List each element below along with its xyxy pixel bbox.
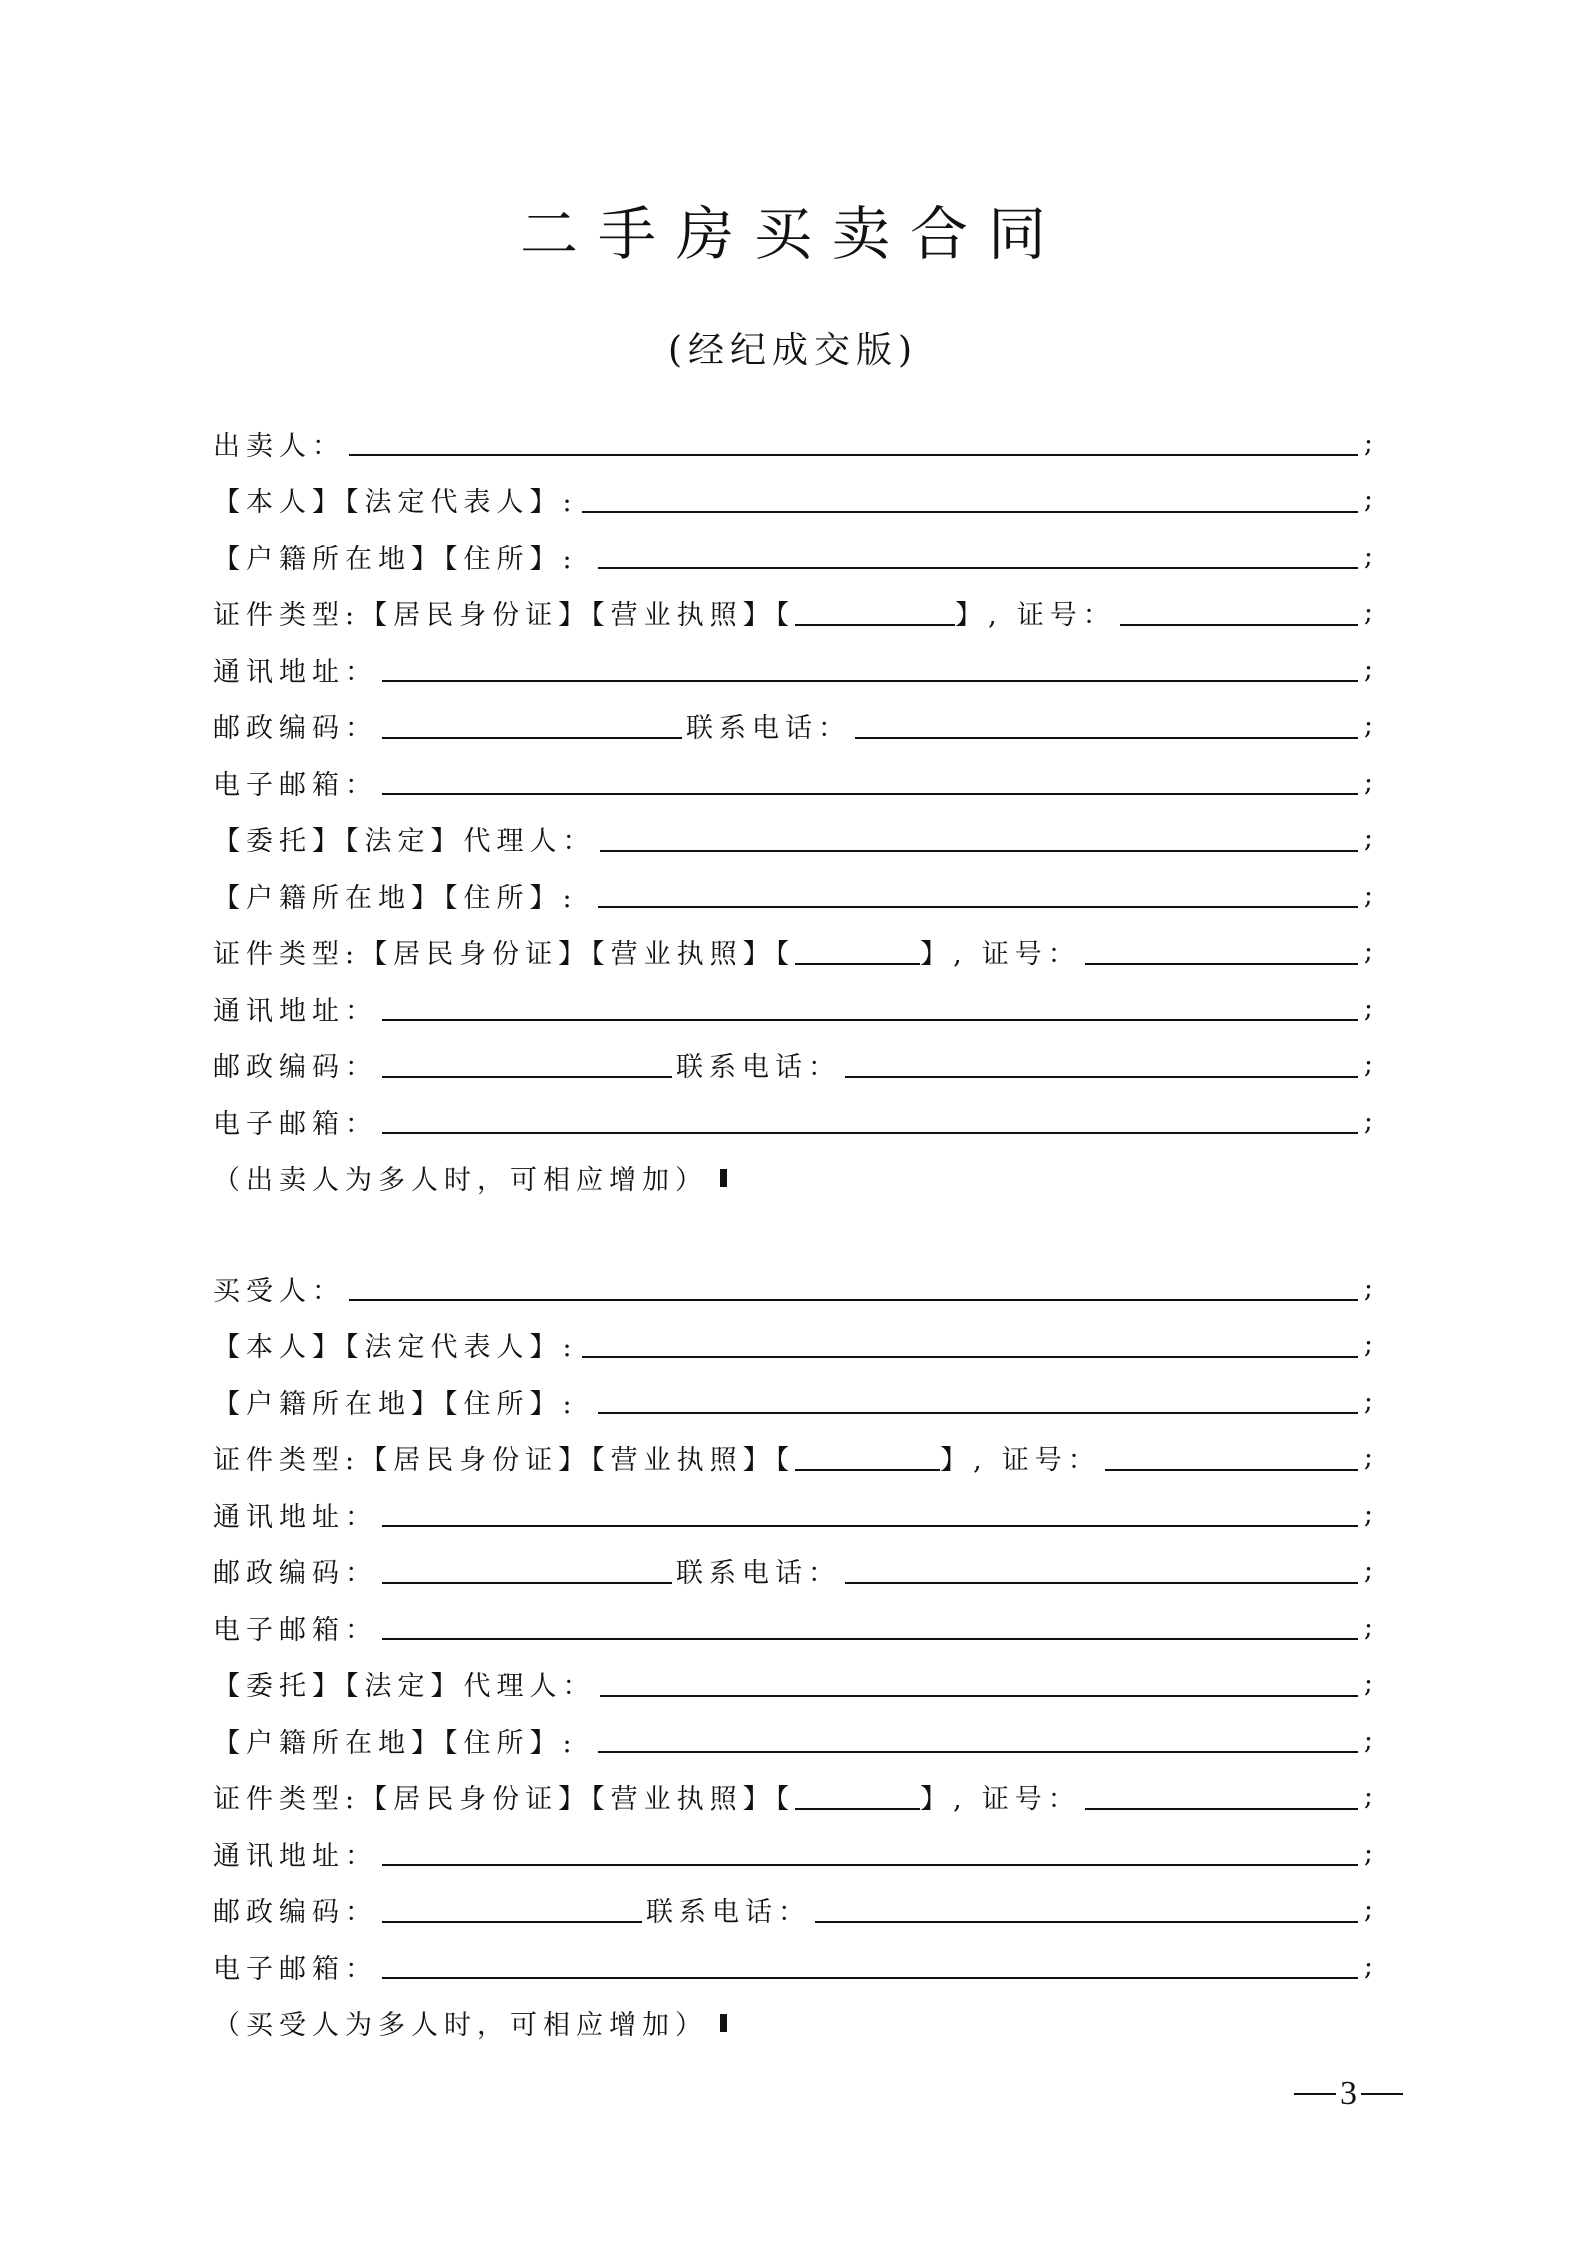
buyer-email-field[interactable] — [382, 1614, 1358, 1640]
seller-postcode-field[interactable] — [382, 713, 682, 739]
email-label: 电子邮箱： — [213, 1953, 378, 1985]
row-semicolon: ; — [1363, 992, 1373, 1024]
buyer-agent-postcode-field[interactable] — [382, 1897, 642, 1923]
buyer-name-field[interactable] — [349, 1275, 1358, 1301]
buyer-note-row — [213, 1995, 1373, 2052]
domicile-label: 【户籍所在地】【住所】: — [213, 882, 578, 914]
seller-id-type-other-field[interactable] — [795, 600, 955, 626]
row-semicolon: ; — [1363, 1894, 1373, 1926]
buyer-email-row — [213, 1599, 1373, 1656]
seller-note: （出卖人为多人时，可相应增加） — [213, 1165, 708, 1197]
id-type-label: 证件类型:【居民身份证】【营业执照】【 — [213, 939, 796, 971]
seller-representative-row — [213, 472, 1373, 529]
seller-name-row — [213, 415, 1373, 472]
buyer-agent-address-field[interactable] — [382, 1840, 1358, 1866]
phone-label: 联系电话： — [676, 1052, 841, 1084]
seller-id-row — [213, 585, 1373, 642]
seller-section — [213, 415, 1373, 1206]
buyer-id-row — [213, 1430, 1373, 1487]
seller-agent-id-row — [213, 924, 1373, 981]
page-number-dash-right — [1361, 2093, 1403, 2095]
seller-agent-address-row — [213, 980, 1373, 1037]
seller-contact-row — [213, 698, 1373, 755]
id-type-close: 】, — [955, 600, 1003, 632]
phone-label: 联系电话： — [676, 1558, 841, 1590]
row-semicolon: ; — [1363, 823, 1373, 855]
row-semicolon: ; — [1363, 1837, 1373, 1869]
paragraph-mark-icon — [720, 2014, 727, 2032]
row-semicolon: ; — [1363, 1329, 1373, 1361]
seller-agent-phone-field[interactable] — [845, 1052, 1358, 1078]
seller-agent-id-number-field[interactable] — [1085, 939, 1358, 965]
seller-agent-contact-row — [213, 1037, 1373, 1094]
agent-label: 【委托】【法定】代理人： — [213, 826, 596, 858]
row-semicolon: ; — [1363, 1611, 1373, 1643]
buyer-note: （买受人为多人时，可相应增加） — [213, 2010, 708, 2042]
row-semicolon: ; — [1363, 936, 1373, 968]
row-semicolon: ; — [1363, 1724, 1373, 1756]
postcode-label: 邮政编码： — [213, 1897, 378, 1929]
representative-label: 【本人】【法定代表人】: — [213, 1332, 578, 1364]
row-semicolon: ; — [1363, 1442, 1373, 1474]
seller-agent-email-field[interactable] — [382, 1108, 1358, 1134]
page-number-value: 3 — [1340, 2075, 1357, 2112]
paragraph-mark-icon — [720, 1169, 727, 1187]
buyer-address-row — [213, 1486, 1373, 1543]
postcode-label: 邮政编码： — [213, 1558, 378, 1590]
domicile-label: 【户籍所在地】【住所】: — [213, 1388, 578, 1420]
buyer-id-type-other-field[interactable] — [795, 1445, 940, 1471]
buyer-label: 买受人： — [213, 1275, 345, 1307]
row-semicolon: ; — [1363, 1555, 1373, 1587]
buyer-contact-row — [213, 1543, 1373, 1600]
representative-label: 【本人】【法定代表人】: — [213, 487, 578, 519]
seller-agent-address-field[interactable] — [382, 995, 1358, 1021]
seller-agent-row — [213, 811, 1373, 868]
seller-email-row — [213, 754, 1373, 811]
row-semicolon: ; — [1363, 1272, 1373, 1304]
seller-agent-postcode-field[interactable] — [382, 1052, 672, 1078]
domicile-label: 【户籍所在地】【住所】: — [213, 1727, 578, 1759]
row-semicolon: ; — [1363, 484, 1373, 516]
row-semicolon: ; — [1363, 1781, 1373, 1813]
buyer-agent-email-field[interactable] — [382, 1953, 1358, 1979]
row-semicolon: ; — [1363, 710, 1373, 742]
domicile-label: 【户籍所在地】【住所】: — [213, 543, 578, 575]
address-label: 通讯地址： — [213, 656, 378, 688]
buyer-address-field[interactable] — [382, 1501, 1358, 1527]
row-semicolon: ; — [1363, 879, 1373, 911]
seller-address-row — [213, 641, 1373, 698]
buyer-agent-contact-row — [213, 1882, 1373, 1939]
phone-label: 联系电话： — [686, 713, 851, 745]
page-number — [1290, 2075, 1407, 2113]
postcode-label: 邮政编码： — [213, 1052, 378, 1084]
id-type-label: 证件类型:【居民身份证】【营业执照】【 — [213, 1445, 796, 1477]
buyer-agent-email-row — [213, 1938, 1373, 1995]
buyer-domicile-row — [213, 1373, 1373, 1430]
row-semicolon: ; — [1363, 427, 1373, 459]
seller-agent-email-row — [213, 1093, 1373, 1150]
id-type-close: 】, — [920, 939, 968, 971]
id-type-close: 】, — [940, 1445, 988, 1477]
row-semicolon: ; — [1363, 766, 1373, 798]
id-number-label: 证号： — [981, 1784, 1081, 1816]
address-label: 通讯地址： — [213, 1501, 378, 1533]
seller-agent-domicile-row — [213, 867, 1373, 924]
buyer-domicile-field[interactable] — [598, 1388, 1358, 1414]
id-number-label: 证号： — [1016, 600, 1116, 632]
row-semicolon: ; — [1363, 1385, 1373, 1417]
buyer-agent-id-type-other-field[interactable] — [795, 1784, 920, 1810]
seller-note-row — [213, 1150, 1373, 1207]
document-title: 二手房买卖合同 — [519, 200, 1066, 268]
buyer-representative-row — [213, 1317, 1373, 1374]
buyer-agent-field[interactable] — [600, 1671, 1358, 1697]
page-number-dash-left — [1294, 2093, 1336, 2095]
address-label: 通讯地址： — [213, 995, 378, 1027]
seller-agent-id-type-other-field[interactable] — [795, 939, 920, 965]
buyer-agent-id-row — [213, 1769, 1373, 1826]
seller-address-field[interactable] — [382, 656, 1358, 682]
buyer-agent-domicile-row — [213, 1712, 1373, 1769]
email-label: 电子邮箱： — [213, 769, 378, 801]
seller-representative-field[interactable] — [582, 487, 1358, 513]
seller-id-number-field[interactable] — [1120, 600, 1358, 626]
email-label: 电子邮箱： — [213, 1108, 378, 1140]
buyer-section — [213, 1260, 1373, 2051]
buyer-id-number-field[interactable] — [1105, 1445, 1358, 1471]
id-number-label: 证号： — [981, 939, 1081, 971]
agent-label: 【委托】【法定】代理人： — [213, 1671, 596, 1703]
buyer-agent-row — [213, 1656, 1373, 1713]
row-semicolon: ; — [1363, 1950, 1373, 1982]
id-type-close: 】, — [920, 1784, 968, 1816]
seller-agent-field[interactable] — [600, 826, 1358, 852]
email-label: 电子邮箱： — [213, 1614, 378, 1646]
buyer-name-row — [213, 1260, 1373, 1317]
row-semicolon: ; — [1363, 1105, 1373, 1137]
seller-domicile-field[interactable] — [598, 543, 1358, 569]
document-subtitle: (经纪成交版) — [667, 330, 919, 371]
phone-label: 联系电话： — [646, 1897, 811, 1929]
row-semicolon: ; — [1363, 653, 1373, 685]
seller-domicile-row — [213, 528, 1373, 585]
row-semicolon: ; — [1363, 1049, 1373, 1081]
row-semicolon: ; — [1363, 1498, 1373, 1530]
seller-agent-domicile-field[interactable] — [598, 882, 1358, 908]
id-type-label: 证件类型:【居民身份证】【营业执照】【 — [213, 600, 796, 632]
buyer-agent-address-row — [213, 1825, 1373, 1882]
postcode-label: 邮政编码： — [213, 713, 378, 745]
row-semicolon: ; — [1363, 540, 1373, 572]
buyer-postcode-field[interactable] — [382, 1558, 672, 1584]
id-type-label: 证件类型:【居民身份证】【营业执照】【 — [213, 1784, 796, 1816]
buyer-agent-phone-field[interactable] — [815, 1897, 1358, 1923]
row-semicolon: ; — [1363, 1668, 1373, 1700]
id-number-label: 证号： — [1001, 1445, 1101, 1477]
buyer-agent-domicile-field[interactable] — [598, 1727, 1358, 1753]
seller-name-field[interactable] — [349, 430, 1358, 456]
buyer-agent-id-number-field[interactable] — [1085, 1784, 1358, 1810]
buyer-representative-field[interactable] — [582, 1332, 1358, 1358]
buyer-phone-field[interactable] — [845, 1558, 1358, 1584]
seller-email-field[interactable] — [382, 769, 1358, 795]
seller-phone-field[interactable] — [855, 713, 1358, 739]
seller-label: 出卖人： — [213, 430, 345, 462]
row-semicolon: ; — [1363, 597, 1373, 629]
address-label: 通讯地址： — [213, 1840, 378, 1872]
